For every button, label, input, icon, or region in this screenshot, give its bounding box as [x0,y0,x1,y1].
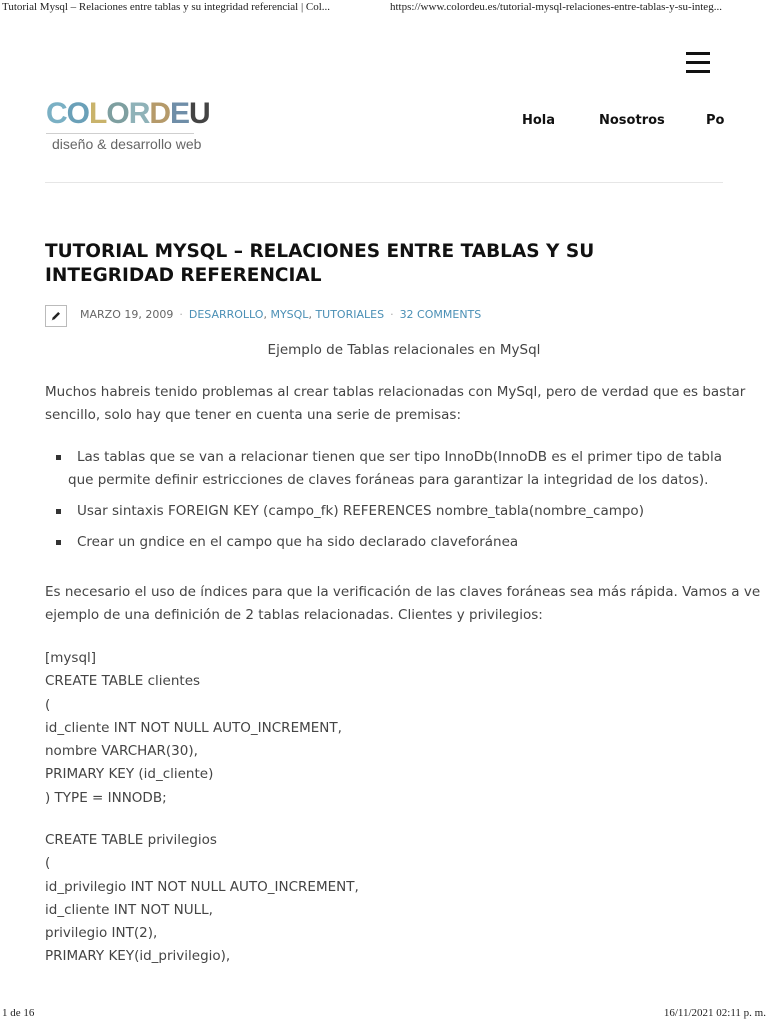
code-block-privilegios [45,829,359,969]
code-line: ( [45,696,51,713]
list-item: Las tablas que se van a relacionar tienen que ser tipo InnoDb(InnoDB es el primer tipo de tabla que permite definir estricciones de claves foráneas para garantizar la integridad de los datos). [54,446,725,492]
nav-item-po[interactable]: Po [706,113,725,128]
print-page-title: Tutorial Mysql – Relaciones entre tablas y su integridad referencial | Col... [2,1,331,13]
intro-paragraph: Muchos habreis tenido problemas al crear tablas relacionadas con MySql, pero de verdad que es bastar sencillo, solo hay que tener en cuenta una serie de premisas: [45,384,746,423]
print-footer [0,1006,768,1024]
logo-tagline: diseño & desarrollo web [52,136,202,152]
code-block-clientes [45,647,342,810]
nav-item-nosotros[interactable]: Nosotros [599,113,665,128]
code-line: id_cliente INT NOT NULL, [45,901,213,918]
code-line: nombre VARCHAR(30), [45,743,198,760]
image-caption: Ejemplo de Tablas relacionales en MySql [267,342,541,358]
code-line: ) TYPE = INNODB; [45,789,167,806]
code-line: PRIMARY KEY (id_cliente) [45,766,214,783]
print-date: 16/11/2021 02:11 p. m. [663,1007,766,1019]
comments-link[interactable]: 32 COMMENTS [399,308,482,321]
site-logo[interactable] [46,97,210,158]
logo-wordmark: COLORDEU [46,97,210,130]
code-line: CREATE TABLE clientes [45,673,201,690]
print-page-number: 1 de 16 [2,1007,35,1019]
code-line: id_cliente INT NOT NULL AUTO_INCREMENT, [45,719,342,736]
code-line: [mysql] [45,650,97,666]
code-line: ( [45,855,51,872]
code-line: CREATE TABLE privilegios [45,832,217,848]
list-item: Crear un gndice en el campo que ha sido declarado claveforánea [54,531,725,554]
category-link-tutoriales[interactable]: TUTORIALES [315,308,385,321]
premises-list [45,446,725,554]
code-line: privilegio INT(2), [45,925,158,942]
category-link-desarrollo[interactable]: DESARROLLO [188,308,264,321]
hamburger-menu-icon[interactable] [686,52,710,73]
list-item: Usar sintaxis FOREIGN KEY (campo_fk) REFERENCES nombre_tabla(nombre_campo) [54,500,725,523]
logo-divider [46,133,194,134]
category-link-mysql[interactable]: MYSQL [270,308,309,321]
print-header [0,0,768,18]
print-page-url: https://www.colordeu.es/tutorial-mysql-relaciones-entre-tablas-y-su-integ... [390,1,722,13]
indices-paragraph: Es necesario el uso de índices para que la verificación de las claves foráneas sea más rápida. Vamos a ve ejemplo de una definición de 2 tablas relacionadas. Clientes y privilegios: [45,584,761,623]
post-date: MARZO 19, 2009 [80,308,174,321]
post-meta: MARZO 19, 2009 · DESARROLLO, MYSQL, TUTORIALES · 32 COMMENTS [45,304,725,326]
header-divider [45,182,723,183]
code-line: PRIMARY KEY(id_privilegio), [45,948,231,965]
nav-item-hola[interactable]: Hola [522,113,556,128]
pencil-icon[interactable] [45,305,67,327]
code-line: id_privilegio INT NOT NULL AUTO_INCREMENT, [45,878,359,895]
post-title: TUTORIAL MYSQL – RELACIONES ENTRE TABLAS Y SU INTEGRIDAD REFERENCIAL [45,241,595,286]
